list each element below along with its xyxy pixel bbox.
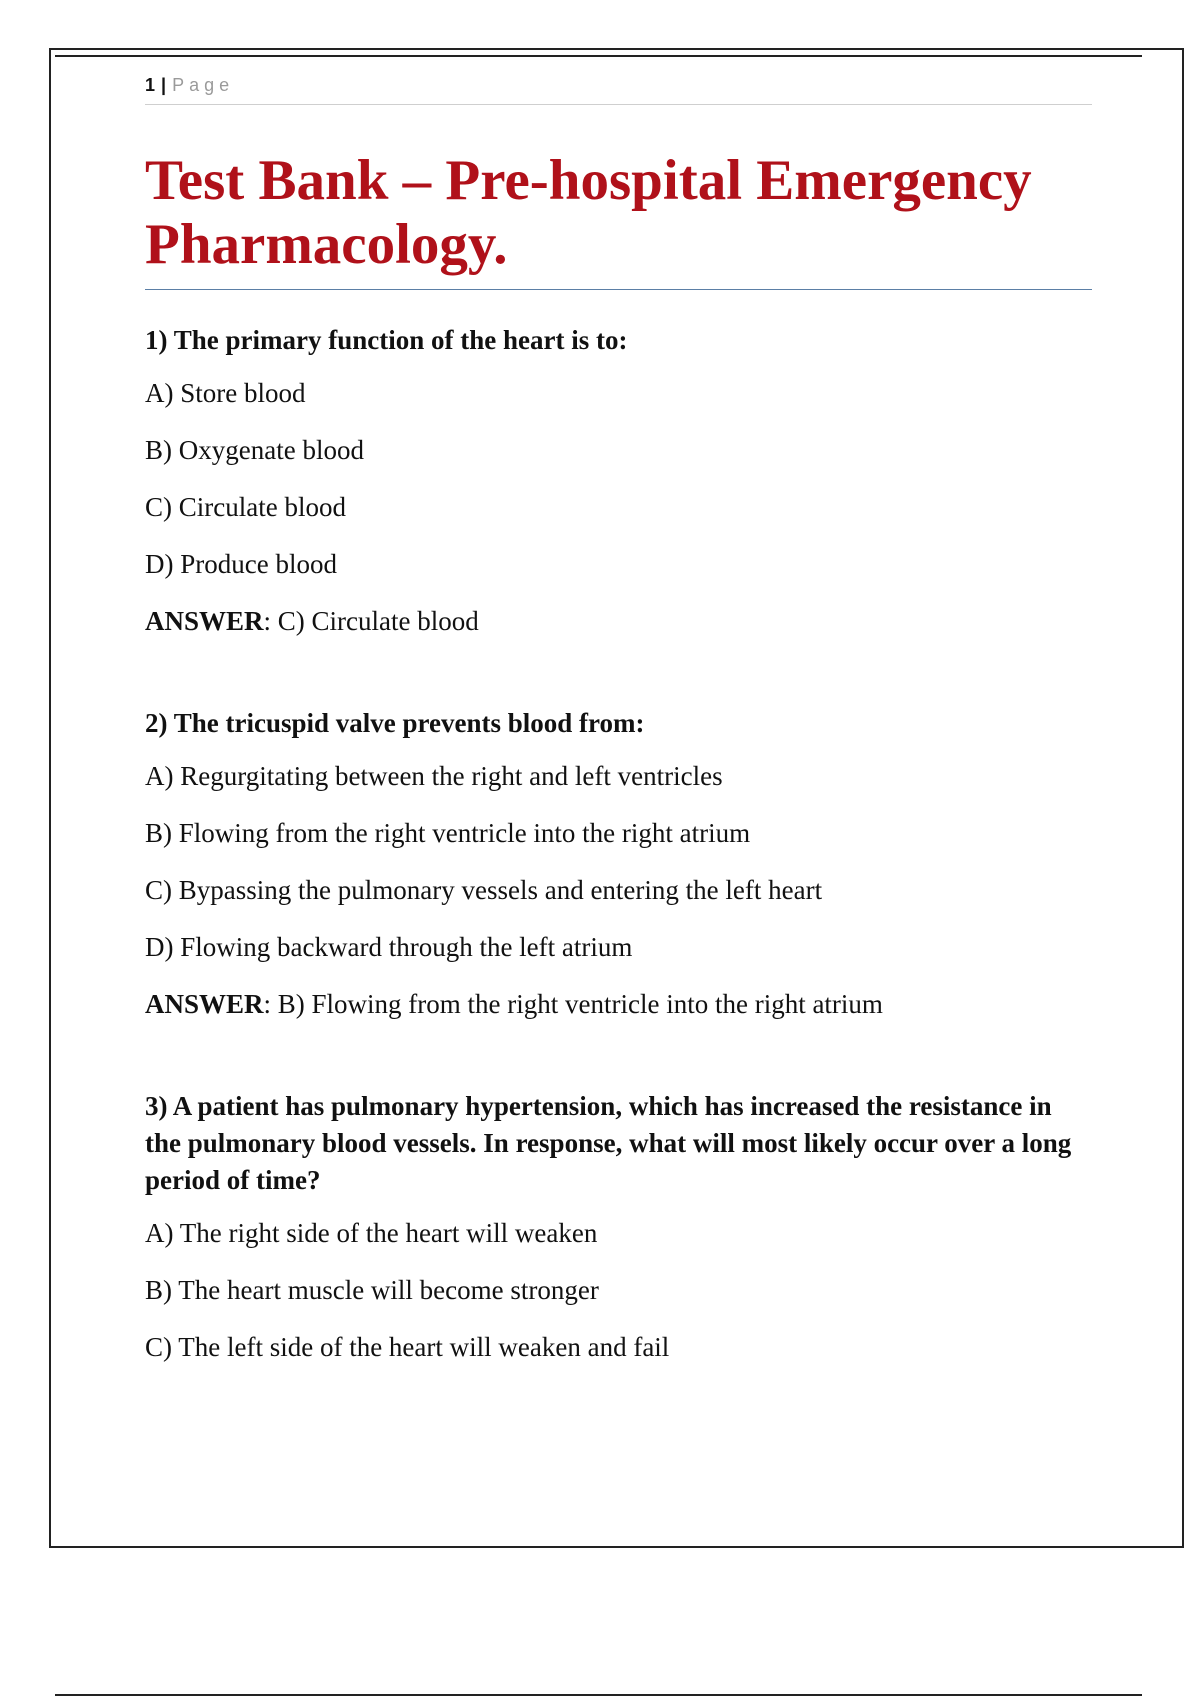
question-text: 1) The primary function of the heart is to:: [145, 325, 628, 355]
option-c: C) Bypassing the pulmonary vessels and entering the left heart: [145, 875, 823, 905]
option-b: B) Oxygenate blood: [145, 435, 364, 465]
option-c: C) Circulate blood: [145, 492, 346, 522]
option-a: A) Store blood: [145, 378, 306, 408]
option-d: D) Flowing backward through the left atrium: [145, 932, 633, 962]
option-d: D) Produce blood: [145, 549, 337, 579]
header-separator: |: [161, 74, 167, 95]
page-header: [145, 70, 1092, 105]
answer-text: : C) Circulate blood: [263, 606, 479, 636]
document-title: Test Bank – Pre-hospital Emergency Pharmacology.: [145, 149, 1092, 290]
question-text: 2) The tricuspid valve prevents blood from:: [145, 708, 645, 738]
page-number: 1: [145, 74, 156, 95]
answer-label: ANSWER: [145, 989, 264, 1019]
option-a: A) Regurgitating between the right and left ventricles: [145, 761, 723, 791]
page-word: Page: [172, 74, 235, 95]
question-3: [145, 1088, 1092, 1365]
question-1: [145, 322, 1092, 639]
option-b: B) The heart muscle will become stronger: [145, 1275, 599, 1305]
question-text: 3) A patient has pulmonary hypertension, which has increased the resistance in the pulmonary blood vessels. In response, what will most likely occur over a long period of time?: [145, 1091, 1072, 1195]
answer-line: [145, 986, 1092, 1022]
page-content: [145, 70, 1092, 1386]
next-page-rule: [55, 1694, 1142, 1696]
option-c: C) The left side of the heart will weaken and fail: [145, 1332, 670, 1362]
question-2: [145, 705, 1092, 1022]
top-rule: [55, 55, 1142, 57]
option-b: B) Flowing from the right ventricle into the right atrium: [145, 818, 751, 848]
option-a: A) The right side of the heart will weaken: [145, 1218, 598, 1248]
answer-label: ANSWER: [145, 606, 264, 636]
answer-line: [145, 603, 1092, 639]
answer-text: : B) Flowing from the right ventricle into the right atrium: [263, 989, 883, 1019]
